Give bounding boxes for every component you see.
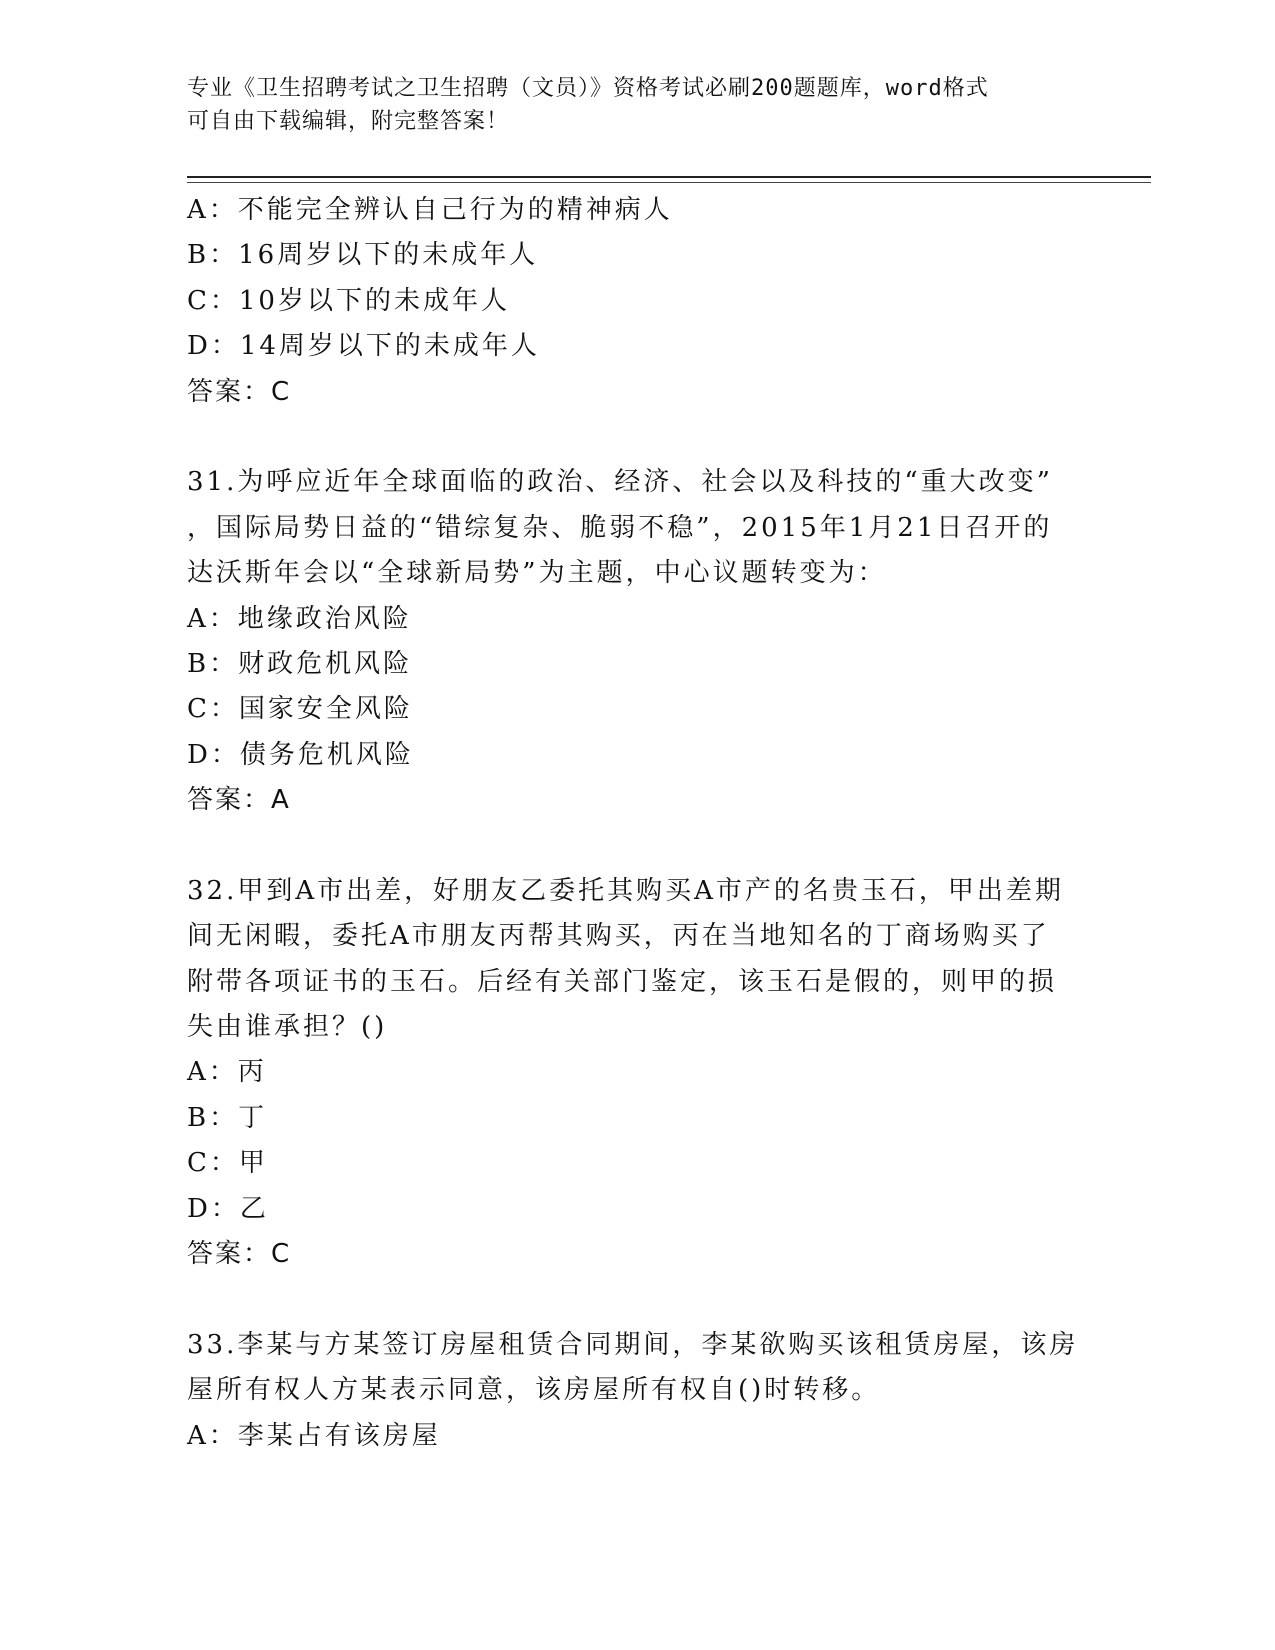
question-text-line: 间无闲暇，委托A市朋友丙帮其购买，丙在当地知名的丁商场购买了 (187, 921, 1050, 952)
answer-label: 答案：A (187, 785, 291, 816)
question-block-33 (187, 1323, 1087, 1459)
option-c: C：甲 (187, 1148, 268, 1179)
option-d: D：乙 (187, 1193, 269, 1224)
option-b: B：16周岁以下的未成年人 (187, 240, 539, 271)
option-a: A：李某占有该房屋 (187, 1420, 441, 1451)
header-divider (187, 176, 1151, 178)
question-text-line: 屋所有权人方某表示同意，该房屋所有权自()时转移。 (187, 1375, 881, 1406)
document-header (187, 72, 1067, 138)
option-a: A：丙 (187, 1057, 267, 1088)
header-divider-secondary (187, 182, 1151, 183)
option-d: D：债务危机风险 (187, 739, 414, 770)
answer-label: 答案：C (187, 1238, 292, 1269)
option-b: B：丁 (187, 1102, 268, 1133)
header-line-2: 可自由下载编辑，附完整答案！ (187, 109, 510, 134)
option-d: D：14周岁以下的未成年人 (187, 331, 540, 362)
spacer (187, 1277, 1087, 1322)
question-block-32 (187, 869, 1087, 1278)
answer-label: 答案：C (187, 376, 292, 407)
option-c: C：国家安全风险 (187, 694, 413, 725)
question-text-line: 失由谁承担？() (187, 1012, 388, 1043)
question-text-line: ，国际局势日益的“错综复杂、脆弱不稳”，2015年1月21日召开的 (187, 512, 1053, 543)
question-text-line: 32.甲到A市出差，好朋友乙委托其购买A市产的名贵玉石，甲出差期 (187, 875, 1064, 906)
question-block-31 (187, 460, 1087, 823)
question-text-line: 33.李某与方某签订房屋租赁合同期间，李某欲购买该租赁房屋，该房 (187, 1329, 1079, 1360)
option-a: A：不能完全辨认自己行为的精神病人 (187, 195, 673, 225)
question-text-line: 31.为呼应近年全球面临的政治、经济、社会以及科技的“重大改变” (187, 467, 1053, 498)
option-a: A：地缘政治风险 (187, 603, 412, 634)
document-body (187, 188, 1087, 1459)
question-text-line: 达沃斯年会以“全球新局势”为主题，中心议题转变为： (187, 558, 887, 589)
option-b: B：财政危机风险 (187, 648, 413, 679)
option-c: C：10岁以下的未成年人 (187, 285, 510, 316)
question-text-line: 附带各项证书的玉石。后经有关部门鉴定，该玉石是假的，则甲的损 (187, 966, 1058, 997)
header-line-1: 专业《卫生招聘考试之卫生招聘（文员）》资格考试必刷200题题库，word格式 (187, 76, 989, 101)
question-block-30 (187, 188, 1087, 415)
spacer (187, 415, 1087, 460)
spacer (187, 823, 1087, 868)
